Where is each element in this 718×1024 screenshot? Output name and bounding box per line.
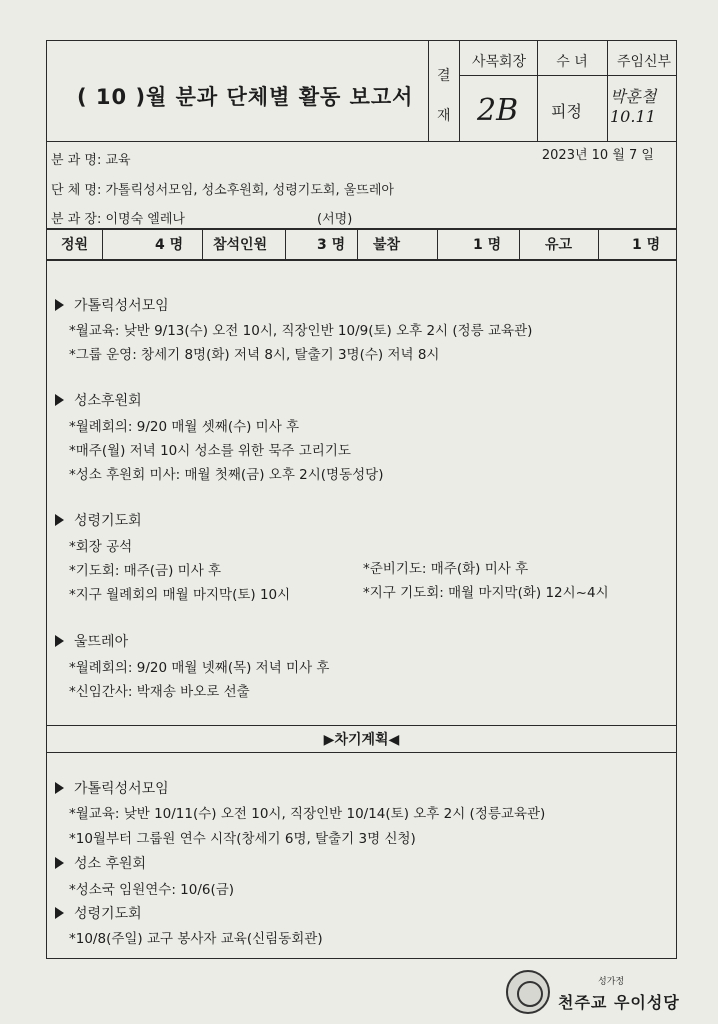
divider bbox=[47, 228, 676, 230]
section-line: *준비기도: 매주(화) 미사 후 bbox=[363, 561, 529, 577]
attendance-label: 참석인원 bbox=[213, 237, 268, 253]
triangle-bullet-icon bbox=[55, 857, 64, 869]
church-seal-icon bbox=[506, 970, 550, 1014]
section-line: *그룹 운영: 창세기 8명(화) 저녁 8시, 탈출기 3명(수) 저녁 8시 bbox=[69, 347, 440, 363]
section-line: *10/8(주일) 교구 봉사자 교육(신림동회관) bbox=[69, 931, 323, 947]
group-names: 단 체 명: 가톨릭성서모임, 성소후원회, 성령기도회, 울뜨레아 bbox=[51, 183, 394, 198]
divider bbox=[598, 228, 599, 259]
signature-pastor: 박훈철 10.11 bbox=[610, 87, 657, 126]
section-line: *회장 공석 bbox=[69, 539, 133, 555]
section-line: *지구 기도회: 매월 마지막(화) 12시~4시 bbox=[363, 585, 609, 601]
triangle-bullet-icon bbox=[55, 907, 64, 919]
divider bbox=[428, 41, 429, 141]
divider bbox=[202, 228, 203, 259]
divider bbox=[459, 75, 676, 76]
section-line: *월교육: 낮반 10/11(수) 오전 10시, 직장인반 10/14(토) 오후 2시 (정릉교육관) bbox=[69, 806, 546, 822]
section-title bbox=[55, 390, 142, 410]
department-head: 분 과 장: 이명숙 엘레나 bbox=[51, 212, 185, 227]
approval-label-top: 결 bbox=[437, 68, 451, 84]
attendance-value: 3 명 bbox=[317, 237, 346, 253]
section-title bbox=[55, 778, 169, 798]
members-value: 4 명 bbox=[155, 237, 184, 253]
section-line: *월교육: 낮반 9/13(수) 오전 10시, 직장인반 10/9(토) 오후 2시 (정릉 교육관) bbox=[69, 323, 533, 339]
approval-header-sister: 수 녀 bbox=[556, 54, 588, 70]
church-subtitle: 성가정 bbox=[598, 977, 625, 987]
section-line: *기도회: 매주(금) 미사 후 bbox=[69, 563, 222, 579]
absent-value: 1 명 bbox=[473, 237, 502, 253]
divider bbox=[519, 228, 520, 259]
section-line: *월례회의: 9/20 매월 넷째(목) 저녁 미사 후 bbox=[69, 660, 330, 676]
section-title bbox=[55, 903, 142, 923]
divider bbox=[102, 228, 103, 259]
approval-header-pastoral-president: 사목회장 bbox=[471, 54, 527, 70]
section-line: *지구 월례회의 매월 마지막(토) 10시 bbox=[69, 587, 291, 603]
divider bbox=[357, 228, 358, 259]
section-title-text: 성소후원회 bbox=[74, 393, 142, 409]
signature-label: (서명) bbox=[317, 212, 353, 227]
section-line: *월례회의: 9/20 매월 셋째(수) 미사 후 bbox=[69, 419, 300, 435]
section-line: *신임간사: 박재송 바오로 선출 bbox=[69, 684, 250, 700]
approval-label-bottom: 재 bbox=[437, 108, 451, 124]
section-title-text: 울뜨레아 bbox=[74, 634, 129, 650]
section-title bbox=[55, 853, 146, 873]
next-plan-header: ▶차기계획◀ bbox=[323, 732, 400, 748]
triangle-bullet-icon bbox=[55, 299, 64, 311]
triangle-bullet-icon bbox=[55, 514, 64, 526]
section-title-text: 성령기도회 bbox=[74, 906, 142, 922]
report-form bbox=[46, 40, 677, 959]
section-title bbox=[55, 631, 128, 651]
divider bbox=[607, 41, 608, 141]
section-line: *성소 후원회 미사: 매월 첫째(금) 오후 2시(명동성당) bbox=[69, 467, 384, 483]
section-line: *성소국 임원연수: 10/6(금) bbox=[69, 882, 235, 898]
absent-label: 불참 bbox=[373, 237, 401, 253]
section-title-text: 가톨릭성서모임 bbox=[74, 298, 169, 314]
report-date: 2023년 10 월 7 일 bbox=[541, 148, 654, 163]
triangle-bullet-icon bbox=[55, 782, 64, 794]
section-title bbox=[55, 295, 169, 315]
excused-label: 유고 bbox=[545, 237, 573, 253]
members-label: 정원 bbox=[61, 237, 89, 253]
section-line: *10월부터 그룹원 연수 시작(창세기 6명, 탈출기 3명 신청) bbox=[69, 831, 416, 847]
section-title-text: 성령기도회 bbox=[74, 513, 142, 529]
divider bbox=[459, 41, 460, 141]
section-title bbox=[55, 510, 142, 530]
section-title-text: 성소 후원회 bbox=[74, 856, 147, 872]
divider bbox=[285, 228, 286, 259]
divider bbox=[47, 752, 676, 753]
section-line: *매주(월) 저녁 10시 성소를 위한 묵주 고리기도 bbox=[69, 443, 351, 459]
signature-sister: 피정 bbox=[551, 102, 582, 121]
approval-header-pastor: 주임신부 bbox=[616, 54, 672, 70]
divider bbox=[47, 725, 676, 726]
section-title-text: 가톨릭성서모임 bbox=[74, 781, 169, 797]
church-name: 천주교 우이성당 bbox=[558, 993, 680, 1012]
report-title: ( 10 )월 분과 단체별 활동 보고서 bbox=[77, 85, 414, 109]
divider bbox=[47, 259, 676, 261]
department-name: 분 과 명: 교육 bbox=[51, 153, 131, 168]
divider bbox=[47, 141, 676, 142]
excused-value: 1 명 bbox=[632, 237, 661, 253]
triangle-bullet-icon bbox=[55, 635, 64, 647]
divider bbox=[437, 228, 438, 259]
signature-pastoral-president: 2B bbox=[477, 93, 519, 128]
triangle-bullet-icon bbox=[55, 394, 64, 406]
